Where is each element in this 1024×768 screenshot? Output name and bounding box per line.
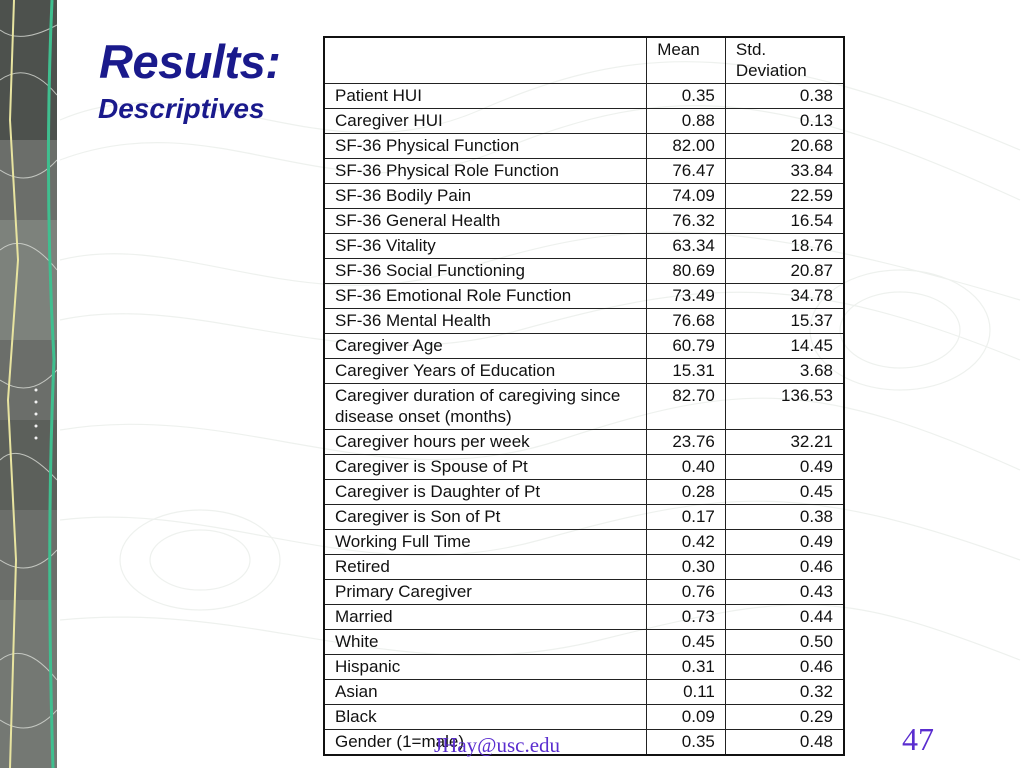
- row-mean: 0.17: [647, 505, 726, 530]
- row-label: SF-36 Social Functioning: [324, 259, 647, 284]
- row-std-deviation: 0.13: [725, 109, 844, 134]
- table-row: [324, 159, 844, 184]
- table-row: [324, 580, 844, 605]
- row-std-deviation: 0.32: [725, 680, 844, 705]
- row-label: Black: [324, 705, 647, 730]
- row-std-deviation: 0.44: [725, 605, 844, 630]
- table-row: [324, 384, 844, 430]
- table-row: [324, 555, 844, 580]
- row-std-deviation: 3.68: [725, 359, 844, 384]
- row-label: SF-36 Bodily Pain: [324, 184, 647, 209]
- row-mean: 76.32: [647, 209, 726, 234]
- row-label: Caregiver is Spouse of Pt: [324, 455, 647, 480]
- table-row: [324, 309, 844, 334]
- table-row: [324, 259, 844, 284]
- row-mean: 76.47: [647, 159, 726, 184]
- row-label: SF-36 Emotional Role Function: [324, 284, 647, 309]
- row-std-deviation: 0.48: [725, 730, 844, 756]
- row-mean: 0.73: [647, 605, 726, 630]
- row-mean: 23.76: [647, 430, 726, 455]
- table-row: [324, 680, 844, 705]
- row-label: SF-36 Physical Function: [324, 134, 647, 159]
- table-row: [324, 655, 844, 680]
- table-body: [324, 84, 844, 756]
- row-std-deviation: 32.21: [725, 430, 844, 455]
- row-mean: 0.09: [647, 705, 726, 730]
- row-std-deviation: 0.38: [725, 505, 844, 530]
- table-row: [324, 605, 844, 630]
- row-mean: 63.34: [647, 234, 726, 259]
- row-label: Caregiver hours per week: [324, 430, 647, 455]
- table-row: [324, 359, 844, 384]
- row-mean: 0.30: [647, 555, 726, 580]
- footer-email: JHay@usc.edu: [434, 733, 561, 757]
- header-mean: Mean: [647, 37, 726, 84]
- row-std-deviation: 0.38: [725, 84, 844, 109]
- table-row: [324, 430, 844, 455]
- table-row: [324, 234, 844, 259]
- row-std-deviation: 0.49: [725, 455, 844, 480]
- row-label: SF-36 Mental Health: [324, 309, 647, 334]
- row-std-deviation: 33.84: [725, 159, 844, 184]
- row-mean: 15.31: [647, 359, 726, 384]
- row-label: Patient HUI: [324, 84, 647, 109]
- table-row: [324, 705, 844, 730]
- table-row: [324, 480, 844, 505]
- row-mean: 82.00: [647, 134, 726, 159]
- row-mean: 0.28: [647, 480, 726, 505]
- row-std-deviation: 0.46: [725, 655, 844, 680]
- row-mean: 0.42: [647, 530, 726, 555]
- row-std-deviation: 34.78: [725, 284, 844, 309]
- table-row: [324, 530, 844, 555]
- row-label: Caregiver is Son of Pt: [324, 505, 647, 530]
- table-row: [324, 284, 844, 309]
- table-row: [324, 134, 844, 159]
- table-row: [324, 455, 844, 480]
- row-std-deviation: 0.29: [725, 705, 844, 730]
- row-std-deviation: 16.54: [725, 209, 844, 234]
- table-header-row: [324, 37, 844, 84]
- row-label: Asian: [324, 680, 647, 705]
- row-label: SF-36 Physical Role Function: [324, 159, 647, 184]
- row-std-deviation: 20.87: [725, 259, 844, 284]
- table-row: [324, 209, 844, 234]
- slide-subtitle: Descriptives: [98, 93, 265, 124]
- row-label: Gender (1=male): [324, 730, 647, 756]
- row-std-deviation: 14.45: [725, 334, 844, 359]
- row-std-deviation: 22.59: [725, 184, 844, 209]
- row-std-deviation: 0.45: [725, 480, 844, 505]
- row-label: Married: [324, 605, 647, 630]
- row-std-deviation: 0.49: [725, 530, 844, 555]
- header-std-deviation: Std. Deviation: [725, 37, 844, 84]
- row-mean: 76.68: [647, 309, 726, 334]
- page-number: 47: [902, 721, 934, 757]
- row-label: Caregiver duration of caregiving since disease onset (months): [324, 384, 647, 430]
- row-mean: 74.09: [647, 184, 726, 209]
- row-std-deviation: 20.68: [725, 134, 844, 159]
- row-std-deviation: 18.76: [725, 234, 844, 259]
- row-label: Caregiver HUI: [324, 109, 647, 134]
- table-row: [324, 630, 844, 655]
- row-label: White: [324, 630, 647, 655]
- row-mean: 82.70: [647, 384, 726, 430]
- row-label: Hispanic: [324, 655, 647, 680]
- table-row: [324, 730, 844, 756]
- row-label: Caregiver is Daughter of Pt: [324, 480, 647, 505]
- row-label: Working Full Time: [324, 530, 647, 555]
- row-mean: 0.31: [647, 655, 726, 680]
- row-std-deviation: 15.37: [725, 309, 844, 334]
- table-row: [324, 109, 844, 134]
- row-mean: 0.11: [647, 680, 726, 705]
- row-mean: 73.49: [647, 284, 726, 309]
- row-mean: 60.79: [647, 334, 726, 359]
- terrain-image: [0, 0, 57, 768]
- row-mean: 0.45: [647, 630, 726, 655]
- row-label: SF-36 General Health: [324, 209, 647, 234]
- row-std-deviation: 0.46: [725, 555, 844, 580]
- row-mean: 0.35: [647, 730, 726, 756]
- row-mean: 0.76: [647, 580, 726, 605]
- row-label: Caregiver Years of Education: [324, 359, 647, 384]
- row-mean: 0.35: [647, 84, 726, 109]
- row-label: SF-36 Vitality: [324, 234, 647, 259]
- row-mean: 80.69: [647, 259, 726, 284]
- row-std-deviation: 136.53: [725, 384, 844, 430]
- row-std-deviation: 0.43: [725, 580, 844, 605]
- row-label: Primary Caregiver: [324, 580, 647, 605]
- slide-title: Results:: [99, 35, 281, 88]
- descriptives-table: [323, 36, 845, 756]
- row-label: Retired: [324, 555, 647, 580]
- row-mean: 0.88: [647, 109, 726, 134]
- row-std-deviation: 0.50: [725, 630, 844, 655]
- row-label: Caregiver Age: [324, 334, 647, 359]
- table-row: [324, 84, 844, 109]
- header-label: [324, 37, 647, 84]
- table-row: [324, 184, 844, 209]
- row-mean: 0.40: [647, 455, 726, 480]
- table-row: [324, 334, 844, 359]
- decorative-side-strip: [0, 0, 57, 768]
- table-row: [324, 505, 844, 530]
